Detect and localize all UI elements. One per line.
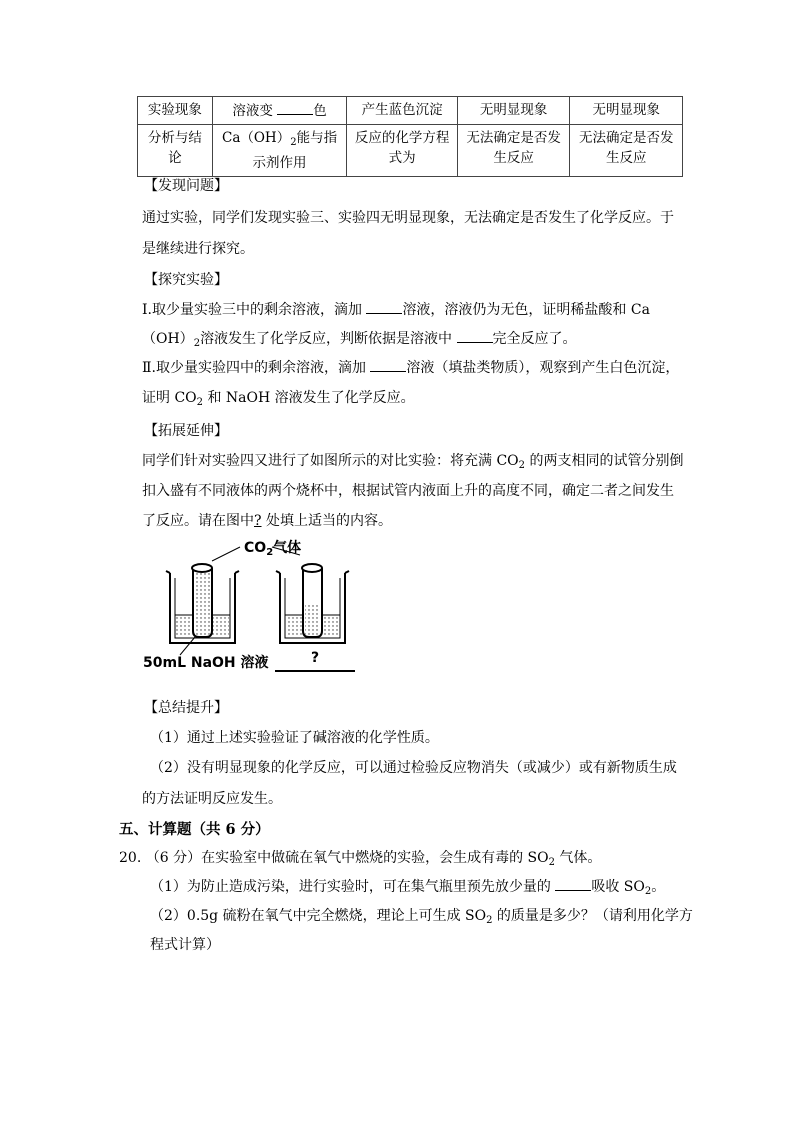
question-20-part-2-cont: 程式计算）: [150, 937, 220, 953]
text: Ⅰ.取少量实验三中的剩余溶液，滴加: [142, 302, 367, 318]
discover-line-2: 是继续进行探究。: [142, 241, 254, 257]
left-test-tube: [192, 564, 212, 637]
table-row: [138, 125, 683, 177]
cell-text: 实验现象: [147, 102, 202, 118]
extend-line-2: 扣入盛有不同液体的两个烧杯中，根据试管内液面上升的高度不同，确定二者之间发生: [142, 483, 674, 499]
left-beaker-label: 50mL NaOH 溶液: [143, 655, 269, 671]
text: 溶液发生了化学反应，判断依据是溶液中: [200, 331, 457, 347]
text: 同学们针对实验四又进行了如图所示的对比实验：将充满 CO: [142, 453, 519, 469]
subscript: 2: [548, 857, 555, 868]
text: 。: [651, 879, 666, 895]
cell-text: 分析与结论: [147, 130, 202, 166]
summary-point-2: （2）没有明显现象的化学反应，可以通过检验反应物消失（或减少）或有新物质生成: [150, 760, 677, 776]
answer-blank[interactable]: [370, 357, 406, 372]
answer-blank[interactable]: [457, 328, 493, 343]
extend-line-1: [142, 450, 683, 471]
answer-blank[interactable]: [366, 299, 402, 314]
text: （OH）: [142, 331, 194, 347]
answer-blank[interactable]: [277, 100, 313, 115]
subscript: 2: [518, 460, 526, 471]
explore-line-1: [142, 299, 650, 319]
table-row: [138, 97, 683, 125]
table-cell: [457, 125, 570, 177]
text: 气体: [273, 540, 302, 556]
text: 吸收 SO: [591, 879, 645, 895]
text: 的两支相同的试管分别倒: [525, 453, 684, 469]
text: （1）为防止造成污染，进行实验时，可在集气瓶里预先放少量的: [150, 879, 556, 895]
table-cell: [570, 97, 683, 125]
table-cell: [347, 125, 458, 177]
table-cell: [212, 97, 347, 125]
text: 20. （6 分）在实验室中做硫在氧气中燃烧的实验，会生成有毒的 SO: [119, 850, 549, 866]
cell-text: 无法确定是否发生反应: [466, 130, 561, 166]
subscript: 2: [290, 137, 297, 148]
subscript: 2: [196, 397, 204, 408]
cell-text: 能与指示剂作用: [252, 130, 338, 171]
pointer-line: [212, 547, 240, 561]
subscript: 2: [486, 915, 493, 926]
text: （2）0.5g 硫粉在氧气中完全燃烧，理论上可生成 SO: [150, 908, 487, 924]
answer-blank[interactable]: [555, 876, 591, 891]
cell-text: 色: [313, 103, 327, 119]
text: 溶液，溶液仍为无色，证明稀盐酸和 Ca: [402, 302, 650, 318]
question-mark: ?: [254, 513, 262, 529]
discover-line-1: 通过实验，同学们发现实验三、实验四无明显现象，无法确定是否发生了化学反应。于: [142, 210, 674, 226]
text: 的质量是多少？（请利用化学方: [492, 908, 693, 924]
explore-line-3: [142, 357, 679, 377]
table-cell: [212, 125, 347, 177]
table-cell: [347, 97, 458, 125]
cell-text: 反应的化学方程式为: [354, 130, 450, 166]
text: 证明 CO: [142, 390, 197, 406]
text: 溶液（填盐类物质），观察到产生白色沉淀，: [406, 360, 680, 376]
text: Ⅱ.取少量实验四中的剩余溶液，滴加: [142, 360, 371, 376]
right-beaker-label[interactable]: ?: [311, 650, 320, 666]
cell-text: 产生蓝色沉淀: [361, 102, 443, 118]
subscript: 2: [193, 338, 201, 349]
subscript: 2: [644, 886, 652, 897]
question-20-part-2: [150, 905, 693, 926]
table-cell: [570, 125, 683, 177]
gas-label: [244, 537, 301, 558]
text: 处填上适当的内容。: [261, 513, 392, 529]
extend-line-3: [142, 510, 392, 530]
text: 气体。: [554, 850, 602, 866]
question-20-part-1: [150, 876, 665, 897]
cell-text: 无明显现象: [479, 102, 548, 118]
summary-point-2-cont: 的方法证明反应发生。: [142, 791, 282, 807]
section-heading-discover: 【发现问题】: [144, 178, 228, 194]
text: 完全反应了。: [492, 331, 577, 347]
table-cell: [138, 97, 213, 125]
explore-line-2: [142, 328, 577, 349]
table-cell: [457, 97, 570, 125]
section-heading-summary: 【总结提升】: [144, 700, 228, 716]
text: CO: [244, 540, 267, 556]
explore-line-4: [142, 387, 415, 408]
section-heading-explore: 【探究实验】: [144, 272, 228, 288]
cell-text: 无明显现象: [592, 102, 660, 118]
section-heading-extend: 【拓展延伸】: [144, 423, 228, 439]
section-heading-calc: 五、计算题（共 6 分）: [119, 821, 270, 838]
table-cell: [138, 125, 213, 177]
text: 了反应。请在图中: [142, 513, 254, 529]
right-test-tube: [302, 564, 322, 637]
question-20: [119, 847, 601, 868]
cell-text: 无法确定是否发生反应: [578, 130, 674, 166]
subscript: 2: [266, 547, 274, 558]
cell-text: Ca（OH）: [221, 130, 291, 146]
text: 和 NaOH 溶液发生了化学反应。: [203, 390, 415, 406]
summary-point-1: （1）通过上述实验验证了碱溶液的化学性质。: [150, 730, 439, 746]
cell-text: 溶液变: [232, 103, 278, 119]
experiment-table: [137, 96, 683, 177]
